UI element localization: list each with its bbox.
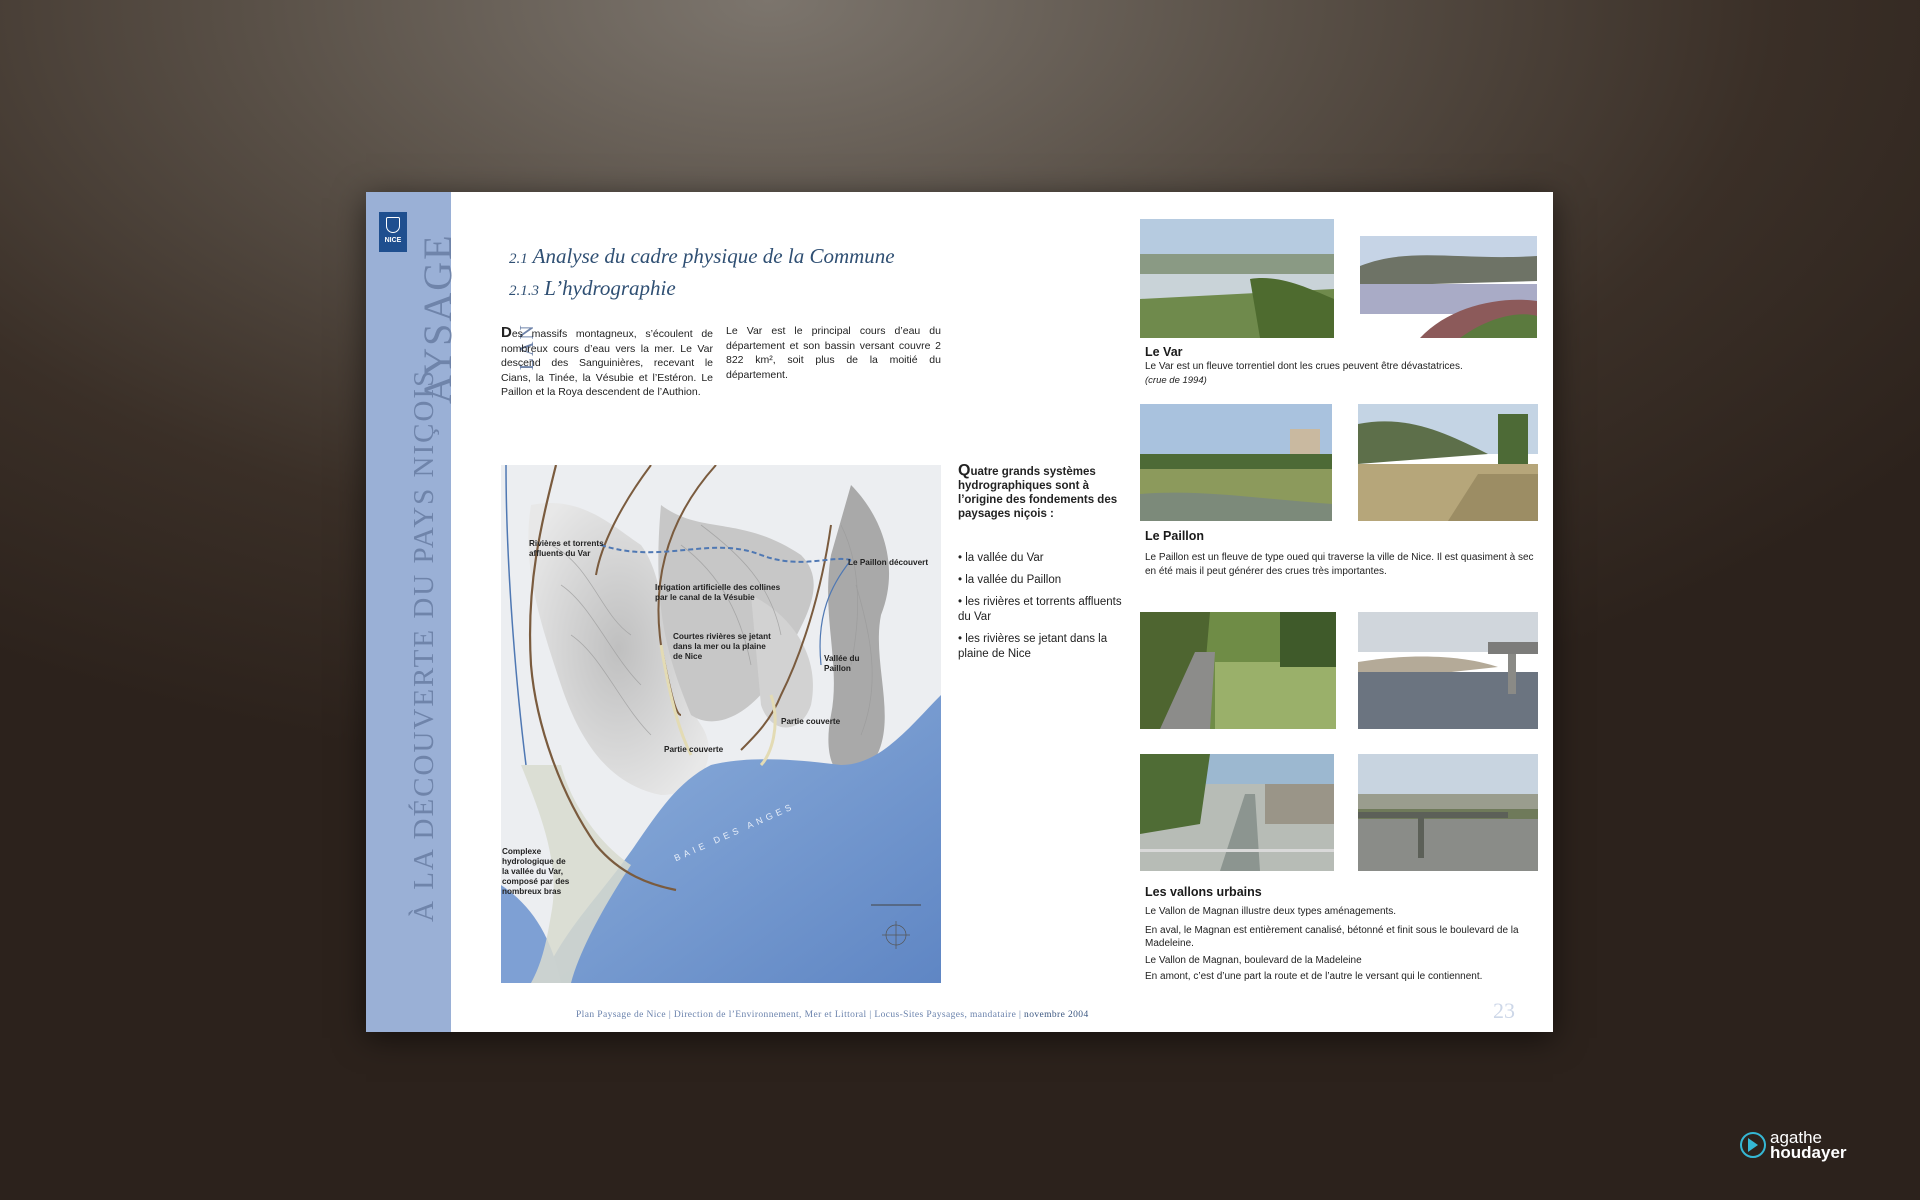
map-label: Complexe hydrologique de la vallée du Var, composé par des nombreux bras (502, 847, 570, 896)
heading-number: 2.1.3 (509, 283, 539, 299)
map-label: Courtes rivières se jetant dans la mer ou la plaine de Nice (673, 632, 771, 661)
city-crest-logo (379, 212, 407, 252)
section-text-vallons (1145, 905, 1540, 984)
hydrography-map (501, 465, 941, 983)
watermark-line2: houdayer (1770, 1143, 1847, 1162)
list-item: • les rivières et torrents affluents du Var (958, 596, 1122, 623)
footer-date: novembre 2004 (1024, 1010, 1089, 1020)
map-label: Partie couverte (664, 745, 724, 754)
list-item: • la vallée du Var (958, 552, 1044, 564)
list-item: • les rivières se jetant dans la plaine de Nice (958, 633, 1108, 660)
vallons-line: En aval, le Magnan est entièrement canalisé, bétonné et finit sous le boulevard de la Madeleine. (1145, 924, 1519, 949)
paragraph-text: es massifs montagneux, s’écoulent de nombreux cours d’eau vers la mer. Le Var descend des Sanguinières, recevant le Cians, la Tinée, la Vésubie et l’Estéron. Le Paillon et la Roya descendent de l’Authion. (501, 328, 713, 398)
map-label: Irrigation artificielle des collines par le canal de la Vésubie (655, 583, 781, 602)
brand-initial: P (456, 370, 553, 424)
heading-text: Analyse du cadre physique de la Commune (532, 244, 895, 268)
map-label: Partie couverte (781, 717, 841, 726)
map-label: Vallée du Paillon (824, 654, 860, 673)
page-number: 23 (1493, 998, 1515, 1023)
photo-vallon-beach (1358, 612, 1538, 729)
vallons-line: Le Vallon de Magnan illustre deux types aménagements. (1145, 906, 1397, 917)
heading-chapter (509, 244, 895, 269)
map-label: Le Paillon découvert (848, 558, 929, 567)
footer-text: Plan Paysage de Nice | Direction de l’Environnement, Mer et Littoral | Locus-Sites Paysages, mandataire | (576, 1010, 1025, 1020)
brand-lan: LAN (516, 323, 538, 371)
intro-paragraph-2: Le Var est le principal cours d’eau du département et son bassin versant couvre 2 822 km², soit plus de la moitié du département. (726, 325, 941, 381)
crest-label: NICE (384, 237, 402, 244)
section-text-paillon: Le Paillon est un fleuve de type oued qui traverse la ville de Nice. Il est quasiment à sec en été mais il peut générer des crues très importantes. (1145, 552, 1534, 577)
photo-var-river (1140, 219, 1334, 338)
brand-word: AYSAGE (415, 233, 460, 404)
map-sea-label: BAIE DES ANGES (672, 800, 797, 864)
vallons-line: En amont, c’est d’une part la route et de l’autre le versant qui le contiennent. (1145, 971, 1483, 982)
systems-intro-text: uatre grands systèmes hydrographiques sont à l’origine des fondements des paysages niçois : (958, 466, 1118, 520)
heading-text: L’hydrographie (544, 276, 676, 300)
photo-paillon-1 (1140, 404, 1332, 521)
photo-vallon-bridge (1358, 754, 1538, 871)
section-title-paillon: Le Paillon (1145, 529, 1205, 543)
section-text-var: Le Var est un fleuve torrentiel dont les crues peuvent être dévastatrices. (1145, 361, 1463, 372)
watermark-logo (1740, 1129, 1870, 1169)
photo-paillon-2 (1358, 404, 1538, 521)
document-page (366, 192, 1553, 1032)
systems-intro (958, 464, 1123, 521)
watermark-line1: agathe (1770, 1128, 1822, 1147)
map-label: Rivières et torrents affluents du Var (529, 539, 604, 558)
intro-paragraph-1 (501, 326, 713, 400)
drop-cap: D (501, 324, 512, 341)
vallons-line: Le Vallon de Magnan, boulevard de la Madeleine (1145, 954, 1362, 966)
hydro-systems-list (958, 464, 1123, 669)
drop-cap: Q (958, 462, 971, 479)
heading-section (509, 276, 676, 301)
play-icon (1748, 1138, 1758, 1152)
section-title-vallons: Les vallons urbains (1145, 885, 1262, 899)
section-caption-var: (crue de 1994) (1145, 375, 1207, 386)
list-item: • la vallée du Paillon (958, 574, 1062, 586)
shield-icon (386, 217, 400, 233)
page-footer (576, 1010, 1089, 1020)
heading-number: 2.1 (509, 251, 528, 267)
photo-vallon-road (1140, 612, 1336, 729)
section-title-var: Le Var (1145, 345, 1183, 359)
vertical-section-title: À LA DÉCOUVERTE DU PAYS NIÇOIS (408, 368, 440, 922)
photo-var-flood (1360, 236, 1537, 338)
photo-vallon-canal (1140, 754, 1334, 871)
